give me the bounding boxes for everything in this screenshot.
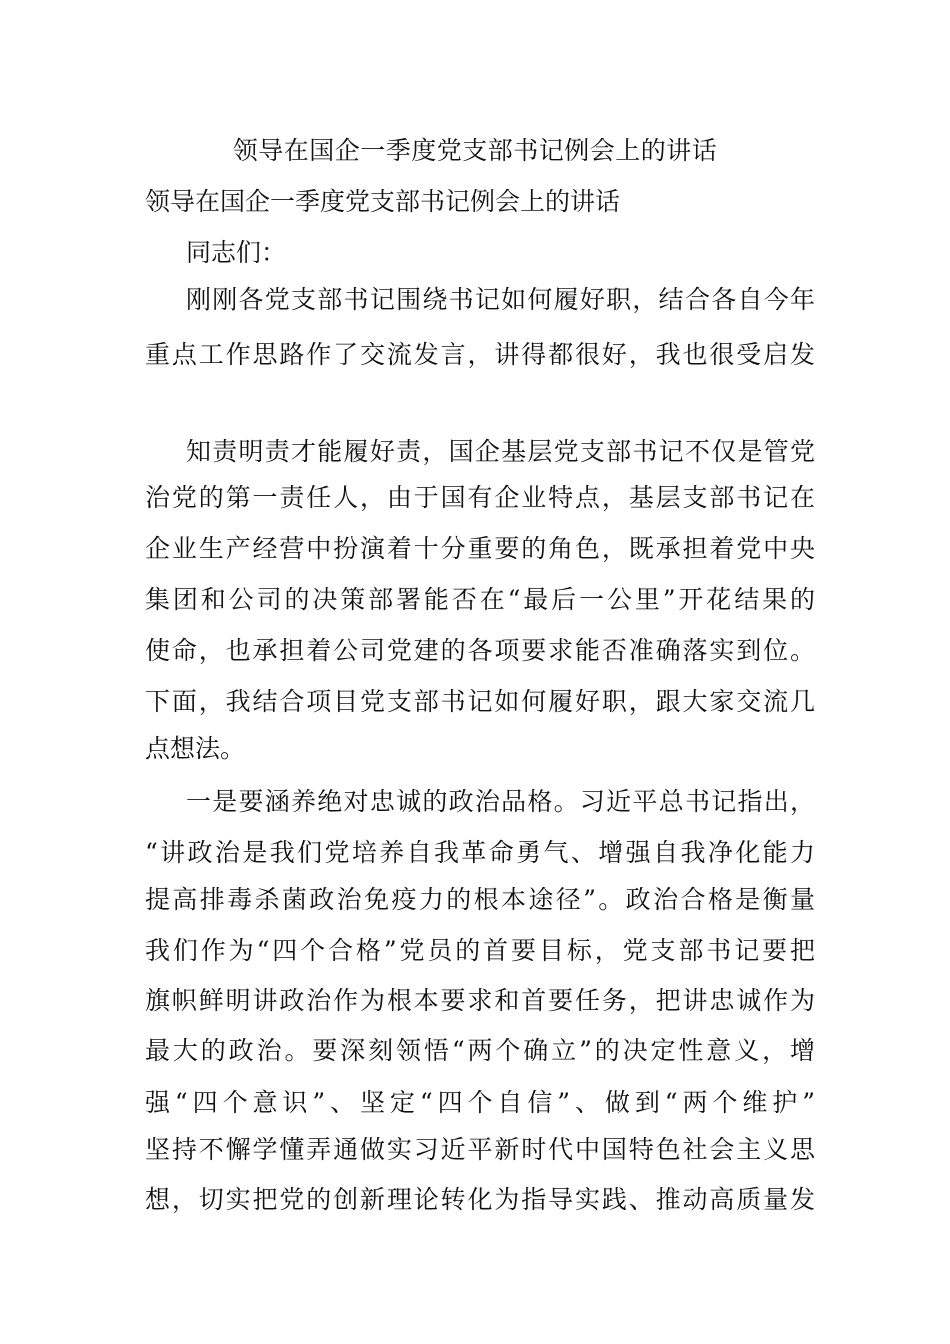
- paragraph-2-line-7: 点想法。: [145, 734, 246, 763]
- salutation: 同志们：: [186, 238, 287, 267]
- paragraph-2-line-6: 下面，我结合项目党支部书记如何履好职，跟大家交流几: [145, 687, 815, 716]
- paragraph-3-line-9: 想，切实把党的创新理论转化为指导实践、推动高质量发: [145, 1185, 815, 1214]
- paragraph-2-line-5: 使命，也承担着公司党建的各项要求能否准确落实到位。: [145, 636, 815, 665]
- paragraph-1-line-2: 重点工作思路作了交流发言，讲得都很好，我也很受启发: [145, 340, 815, 369]
- paragraph-3-line-7: 强“四个意识”、坚定“四个自信”、做到“两个维护”: [145, 1088, 815, 1117]
- paragraph-2-line-3: 企业生产经营中扮演着十分重要的角色，既承担着党中央: [145, 534, 815, 563]
- paragraph-3-line-6: 最大的政治。要深刻领悟“两个确立”的决定性意义，增: [145, 1036, 815, 1065]
- paragraph-3-line-2: “讲政治是我们党培养自我革命勇气、增强自我净化能力: [145, 838, 815, 867]
- paragraph-2-line-4: 集团和公司的决策部署能否在“最后一公里”开花结果的: [145, 585, 815, 614]
- paragraph-3-line-1: 一是要涵养绝对忠诚的政治品格。习近平总书记指出，: [186, 787, 815, 816]
- paragraph-3-line-3: 提高排毒杀菌政治免疫力的根本途径”。政治合格是衡量: [145, 885, 815, 914]
- paragraph-3-line-8: 坚持不懈学懂弄通做实习近平新时代中国特色社会主义思: [145, 1135, 815, 1164]
- document-subtitle: 领导在国企一季度党支部书记例会上的讲话: [145, 187, 621, 216]
- paragraph-3-line-4: 我们作为“四个合格”党员的首要目标，党支部书记要把: [145, 936, 815, 965]
- paragraph-2-line-1: 知责明责才能履好责，国企基层党支部书记不仅是管党: [186, 437, 815, 466]
- paragraph-3-line-5: 旗帜鲜明讲政治作为根本要求和首要任务，把讲忠诚作为: [145, 986, 815, 1015]
- paragraph-1-line-1: 刚刚各党支部书记围绕书记如何履好职，结合各自今年: [186, 285, 815, 314]
- document-title: 领导在国企一季度党支部书记例会上的讲话: [232, 136, 718, 165]
- paragraph-2-line-2: 治党的第一责任人，由于国有企业特点，基层支部书记在: [145, 483, 815, 512]
